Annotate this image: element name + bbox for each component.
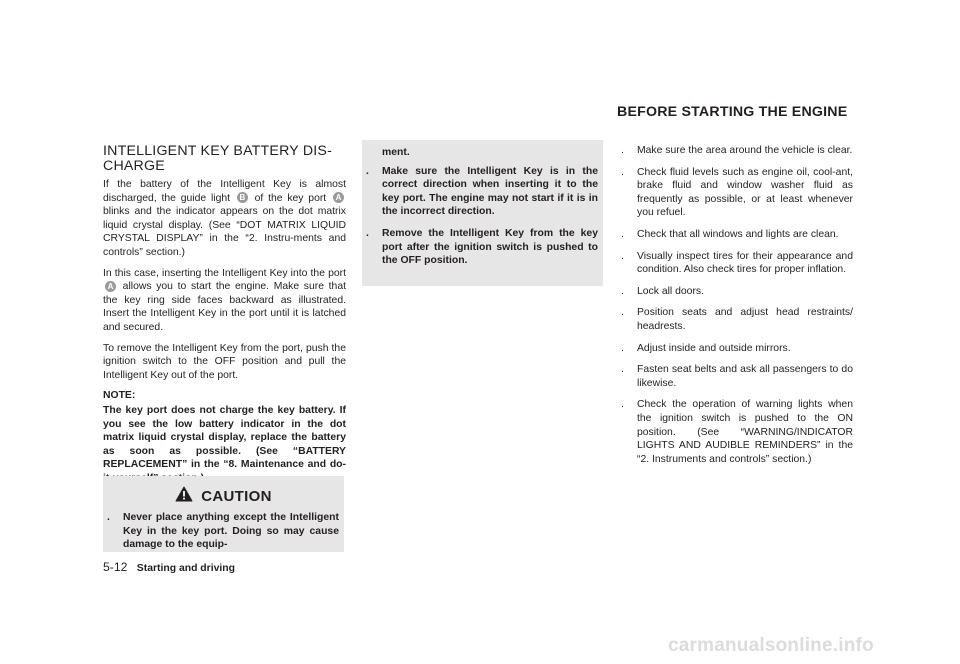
caution-item-2: . Make sure the Intelligent Key is in the correct direction when inserting it to the key port. The engine may not start if it is in the incorrect direction. bbox=[366, 165, 598, 218]
caution-header bbox=[103, 486, 344, 507]
note-label: NOTE: bbox=[103, 390, 136, 402]
checklist-item: . Adjust inside and outside mirrors. bbox=[621, 342, 791, 354]
paragraph-2 bbox=[103, 267, 346, 335]
section-title: BEFORE STARTING THE ENGINE bbox=[617, 104, 848, 120]
paragraph-2-a: In this case, inserting the Intelligent Key into the port bbox=[103, 267, 346, 279]
checklist-item: . Make sure the area around the vehicle is clear. bbox=[621, 145, 853, 156]
callout-b-marker: B bbox=[237, 192, 248, 203]
watermark: carmanualsonline.info bbox=[668, 635, 874, 656]
caution-list-part-2 bbox=[362, 146, 598, 276]
paragraph-3: To remove the Intelligent Key from the port, push the ignition switch to the OFF position and pull the Intelligent Key out of the port. bbox=[103, 342, 346, 381]
paragraph-1-c: blinks and the indicator appears on the dot matrix liquid crystal display. (See “DOT MATRIX LIQUID CRYSTAL DISPLAY” in the “2. Instru-ments and controls” section.) bbox=[103, 206, 346, 258]
callout-a-marker-2: A bbox=[105, 281, 116, 292]
paragraph-1-b: of the key port bbox=[254, 192, 327, 204]
topic-heading: INTELLIGENT KEY BATTERY DIS-CHARGE bbox=[103, 143, 332, 174]
page-number: 5-12 bbox=[103, 560, 128, 574]
caution-title: CAUTION bbox=[201, 488, 272, 505]
checklist-item: . Check the operation of warning lights when the ignition switch is pushed to the ON position. (See “WARNING/INDICATOR LIGHTS AND AUDIBLE REMINDERS” in the “2. Instruments and controls” section.) bbox=[621, 399, 853, 465]
checklist-item: . Visually inspect tires for their appearance and condition. Also check tires for proper inflation. bbox=[621, 250, 853, 276]
caution-list-part-1 bbox=[103, 511, 339, 560]
note-body: The key port does not charge the key battery. If you see the low battery indicator in the dot matrix liquid crystal display, replace the battery as soon as possible. (See “BATTERY REPLACEMENT” in the “8. Maintenance and do- bbox=[103, 404, 346, 471]
warning-triangle-icon bbox=[175, 486, 193, 507]
paragraph-1-a: If the battery of the Intelligent Key is almost discharged, the guide light bbox=[103, 179, 346, 204]
paragraph-1 bbox=[103, 178, 346, 260]
caution-item-1-continued: ment. bbox=[382, 147, 410, 158]
paragraph-2-b: allows you to start the engine. Make sure that the key ring side faces backward as illustrated. Insert the Intelligent Key in the port until it is latched and secured. bbox=[103, 281, 346, 333]
checklist-item: . Lock all doors. bbox=[621, 285, 704, 297]
column-3 bbox=[617, 144, 853, 474]
checklist-item: . Position seats and adjust head restraints/ headrests. bbox=[621, 307, 853, 332]
checklist bbox=[617, 144, 853, 466]
checklist-item: . Check that all windows and lights are clean. bbox=[621, 228, 839, 240]
callout-a-marker: A bbox=[333, 192, 344, 203]
checklist-item: . Fasten seat belts and ask all passengers to do likewise. bbox=[621, 364, 853, 389]
caution-item-1: . Never place anything except the Intelligent Key in the key port. Doing so may cause damage to the equip- bbox=[107, 512, 339, 551]
checklist-item: . Check fluid levels such as engine oil, cool-ant, brake fluid and window washer fluid as frequently as possible, or at least whenever you refuel. bbox=[621, 166, 853, 219]
section-name: Starting and driving bbox=[136, 563, 235, 574]
page-footer bbox=[103, 560, 235, 574]
caution-item-3: . Remove the Intelligent Key from the key port after the ignition switch is pushed to the OFF position. bbox=[366, 227, 598, 267]
column-1 bbox=[103, 144, 346, 485]
